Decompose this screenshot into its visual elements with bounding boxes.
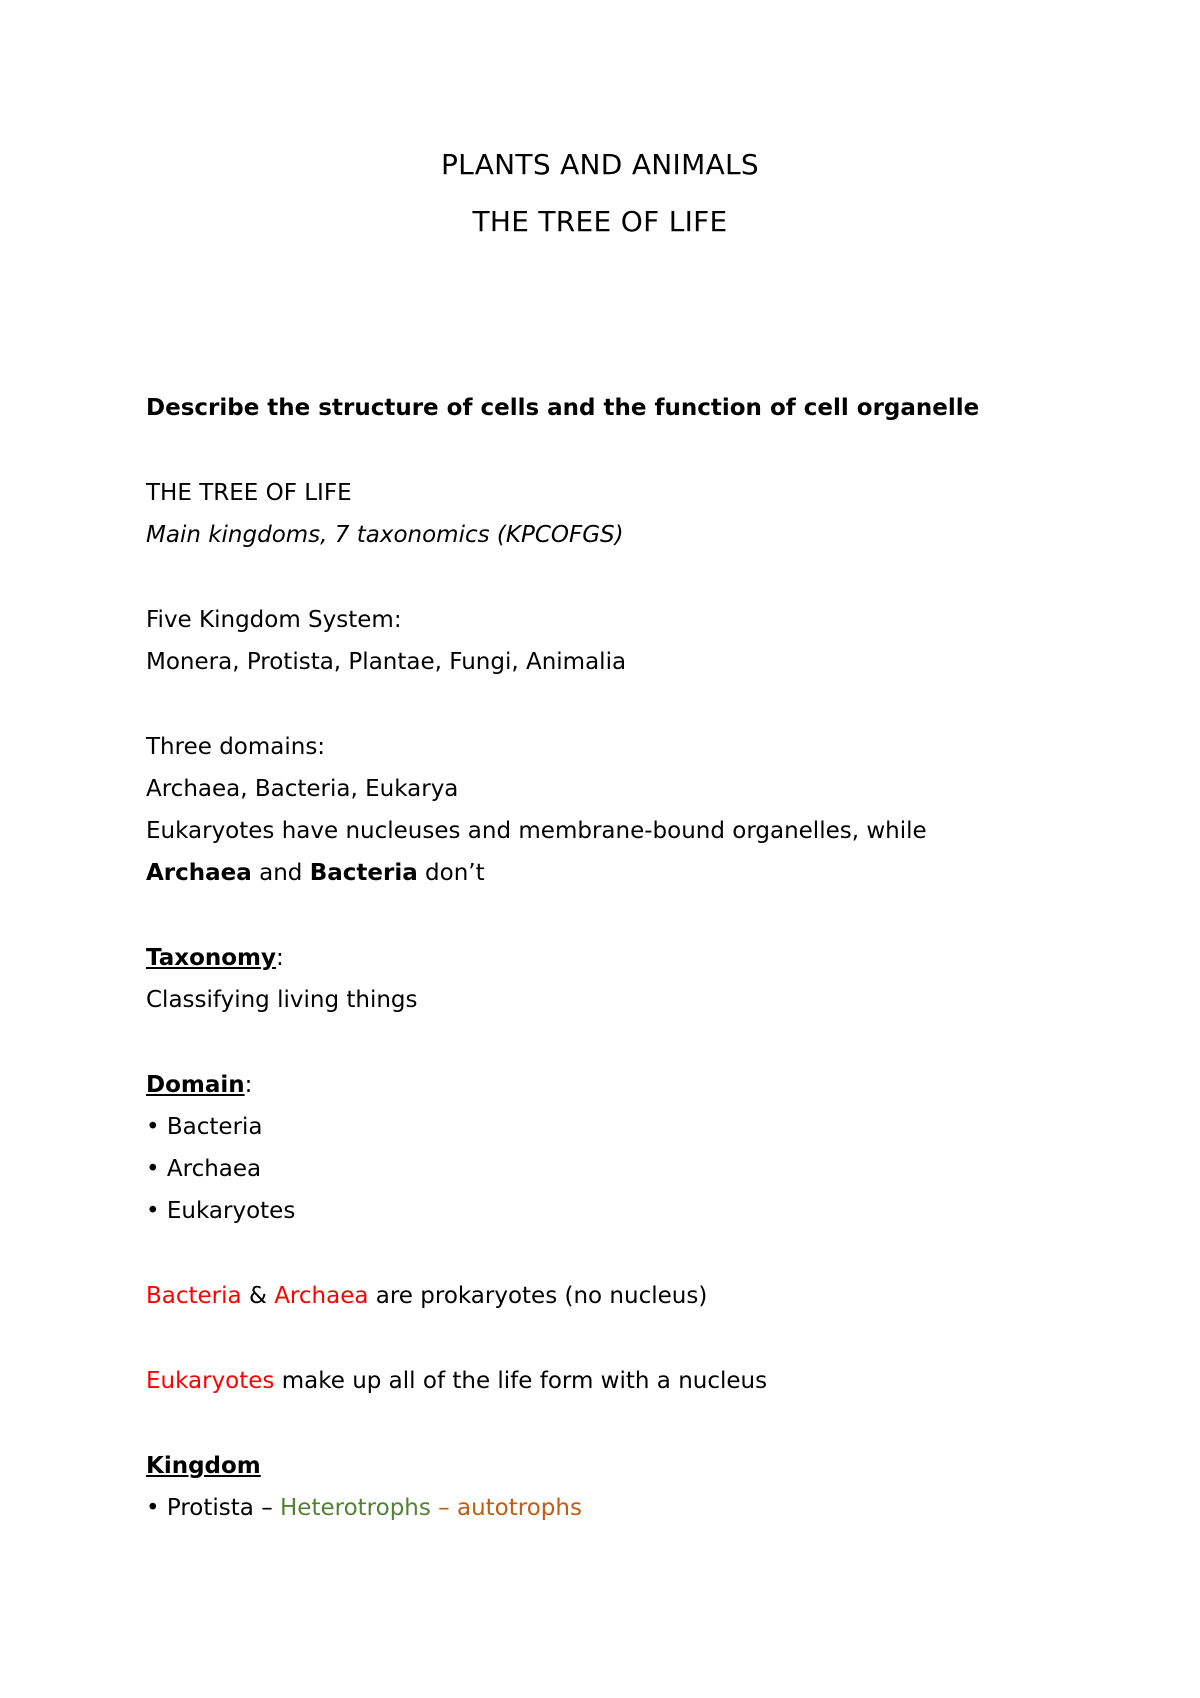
term-eukaryotes-red: Eukaryotes	[146, 1368, 275, 1394]
dont-tail: don’t	[417, 860, 485, 886]
tree-of-life-subheading: Main kingdoms, 7 taxonomics (KPCOFGS)	[146, 522, 624, 548]
document-title-line-1: PLANTS AND ANIMALS	[440, 148, 759, 181]
three-domains-heading: Three domains:	[146, 734, 326, 760]
five-kingdom-heading: Five Kingdom System:	[146, 607, 402, 633]
domain-item-bacteria: Bacteria	[166, 1114, 263, 1140]
bullet-icon: •	[146, 1198, 160, 1224]
prokaryotes-note	[146, 1281, 707, 1311]
term-bacteria: Bacteria	[309, 860, 418, 886]
domain-item-archaea: Archaea	[166, 1156, 262, 1182]
eukaryotes-note	[146, 1366, 767, 1396]
domain-heading: Domain	[146, 1072, 245, 1098]
three-domains-list: Archaea, Bacteria, Eukarya	[146, 776, 459, 802]
five-kingdom-list: Monera, Protista, Plantae, Fungi, Animalia	[146, 649, 627, 675]
dash-separator: –	[430, 1495, 457, 1521]
list-item	[146, 1112, 263, 1142]
taxonomy-definition: Classifying living things	[146, 987, 418, 1013]
prokaryotes-rest: are prokaryotes (no nucleus)	[368, 1283, 708, 1309]
eukaryotes-description: Eukaryotes have nucleuses and membrane-bound organelles, while	[146, 818, 927, 844]
bullet-icon: •	[146, 1156, 160, 1182]
list-item	[146, 1154, 261, 1184]
kingdom-item-protista: Protista –	[166, 1495, 273, 1521]
eukaryotes-rest: make up all of the life form with a nucleus	[274, 1368, 768, 1394]
section-heading: Describe the structure of cells and the function of cell organelle	[146, 395, 980, 421]
term-archaea: Archaea	[146, 860, 252, 886]
and-word: and	[251, 860, 310, 886]
ampersand: &	[241, 1283, 275, 1309]
list-item	[146, 1196, 295, 1226]
list-item	[146, 1493, 582, 1523]
term-archaea-red: Archaea	[274, 1283, 369, 1309]
kingdom-heading: Kingdom	[146, 1453, 261, 1479]
term-heterotrophs: Heterotrophs	[280, 1495, 431, 1521]
term-bacteria-red: Bacteria	[146, 1283, 242, 1309]
taxonomy-colon: :	[276, 945, 284, 971]
term-autotrophs: autotrophs	[456, 1495, 582, 1521]
domain-item-eukaryotes: Eukaryotes	[166, 1198, 296, 1224]
domain-heading-line	[146, 1070, 252, 1100]
domain-colon: :	[244, 1072, 253, 1098]
tree-of-life-heading: THE TREE OF LIFE	[146, 480, 352, 506]
taxonomy-heading: Taxonomy	[146, 945, 277, 971]
eukaryotes-description-continued	[146, 858, 485, 888]
document-title-line-2: THE TREE OF LIFE	[472, 205, 728, 238]
taxonomy-heading-line	[146, 943, 284, 973]
bullet-icon: •	[146, 1495, 160, 1521]
bullet-icon: •	[146, 1114, 160, 1140]
